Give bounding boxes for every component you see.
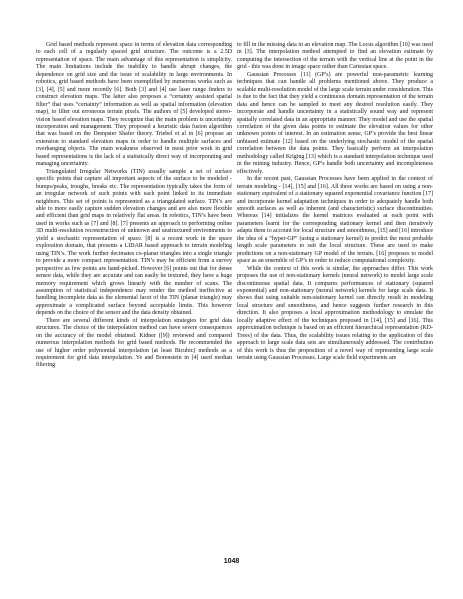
right-column — [237, 42, 433, 362]
paragraph: While the context of this work is similar, the approaches differ. This work proposes the use of non-stationary kernels (neural network) to model large scale discontinuous spatial data. It compares performances of stationary (squared exponential) and non-stationary (neural network) kernels for large scale data. It shows that using suitable non-stationary kernel can directly result in modeling local structure and smoothness, and hence suggests further research in this direction. It also proposes a local approximation methodology to emulate the locally adaptive effect of the techniques proposed in [14], [15] and [16]. This approximation technique is based on an efficient hierarchical representation (KD-Trees) of the data. Thus, the scalability issues relating to the application of this approach to large scale data sets are simultaneously addressed. The contribution of this work is thus the proposition of a novel way of representing large scale terrain using Gaussian Processes. Large scale field experiments are — [237, 265, 433, 362]
paragraph: Gaussian Processes [11] (GP’s) are powerful non-parametric learning techniques that can handle all problems mentioned above. They produce a scalable multi-resolution model of the large scale terrain under consideration. This is due to the fact that they yield a continuous domain representation of the terrain data and hence can be sampled to meet any desired resolution easily. They incorporate and handle uncertainty in a statistically sound way and represent spatially correlated data in an appropriate manner. They model and use the spatial correlation of the given data points to estimate the elevation values for other unknown points of interest. In an estimation sense, GP’s provide the best linear unbiased estimate [12] based on the underlying stochastic model of the spatial correlation between the data points. They basically perform an interpolation methodology called Kriging [13] which is a standard interpolation technique used in the mining industry. Hence, GP’s handle both uncertainty and incompleteness effectively. — [237, 71, 433, 175]
paragraph: Grid based methods represent space in terms of elevation data corresponding to each cell of a regularly spaced grid structure. The outcome is a 2.5D representation of space. The main advantage of this representation is simplicity. The main limitations include the inability to handle abrupt changes, the dependence on grid size and the issue of scalability in large environments. In robotics, grid based methods have been exemplified by numerous works such as [3], [4], [5] and more recently [6]. Both [3] and [4] use laser range finders to construct elevation maps. The latter also proposes a “certainty assisted spatial filter” that uses “certainty” information as well as spatial information (elevation map), to filter out erroneous terrain pixels. The authors of [5] developed stereo-vision based elevation maps. They recognize that the main problem is uncertainty incorporation and management. They proposed a heuristic data fusion algorithm that was based on the Dempster Shafer theory. Triebel et al in [6] propose an extension to standard elevation maps in order to handle multiple surfaces and overhanging objects. The main weakness observed in most prior work in grid based representations is the lack of a statistically direct way of incorporating and managing uncertainty. — [36, 42, 232, 168]
paragraph: In the recent past, Gaussian Processes have been applied in the context of terrain modeling - [14], [15] and [16]. All three works are based on using a non-stationary equivalent of a stationary squared exponential covariance function [17] and incorporate kernel adaptation techniques in order to adequately handle both smooth surfaces as well as inherent (and characteristic) surface discontinuities. Whereas [14] initializes the kernel matrices evaluated at each point with parameters learnt for the corresponding stationary kernel and then iteratively adapts them to account for local structure and smoothness, [15] and [16] introduce the idea of a “hyper-GP” (using a stationary kernel) to predict the most probable length scale parameters to suit the local structure. These are used to make predictions on a non-stationary GP model of the terrain. [16] proposes to model space as an ensemble of GP’s in order to reduce computational complexity. — [237, 176, 433, 265]
paragraph: Triangulated Irregular Networks (TIN) usually sample a set of surface specific points that capture all important aspects of the surface to be modeled - bumps/peaks, troughs, breaks etc. The representation typically takes the form of an irregular network of such points with each point linked to its immediate neighbors. This set of points is represented as a triangulated surface. TIN’s are able to more easily capture sudden elevation changes and are also more flexible and efficient than grid maps in relatively flat areas. In robotics, TIN’s have been used in works such as [7] and [8]. [7] presents an approach to performing online 3D multi-resolution reconstruction of unknown and unstructured environments to yield a stochastic representation of space. [8] is a recent work in the space exploration domain, that presents a LIDAR based approach to terrain modeling using TIN’s. The work further decimates co-planar triangles into a single triangle to provide a more compact representation. TIN’s may be efficient from a survey perspective as few points are hand-picked. However [6] points out that for dense sensor data, while they are accurate and can easily be textured, they have a huge memory requirement which grows linearly with the number of scans. The assumption of statistical independence may render the method ineffective at handling incomplete data as the elemental facet of the TIN (planar triangle) may approximate a complicated surface beyond acceptable limits. This however depends on the choice of the sensor and the data density obtained. — [36, 168, 232, 317]
paragraph: to fill in the missing data in an elevation map. The Locus algorithm [10] was used in [3]. The interpolation method attempted to find an elevation estimate by computing the intersection of the terrain with the vertical line at the point in the grid - this was done in image space rather than Cartesian space. — [237, 42, 433, 71]
page-number: 1048 — [223, 558, 240, 565]
left-column — [36, 42, 232, 370]
paragraph: There are several different kinds of interpolation strategies for grid data structures. The choice of the interpolation method can have severe consequences on the accuracy of the model obtained. Kidner ([9]) reviewed and compared numerous interpolation methods for grid based methods. He recommended the use of higher order polynomial interpolation (at least Bicubic) methods as a requirement for grid data interpolation. Ye and Borenstein in [4] used median filtering — [36, 317, 232, 369]
